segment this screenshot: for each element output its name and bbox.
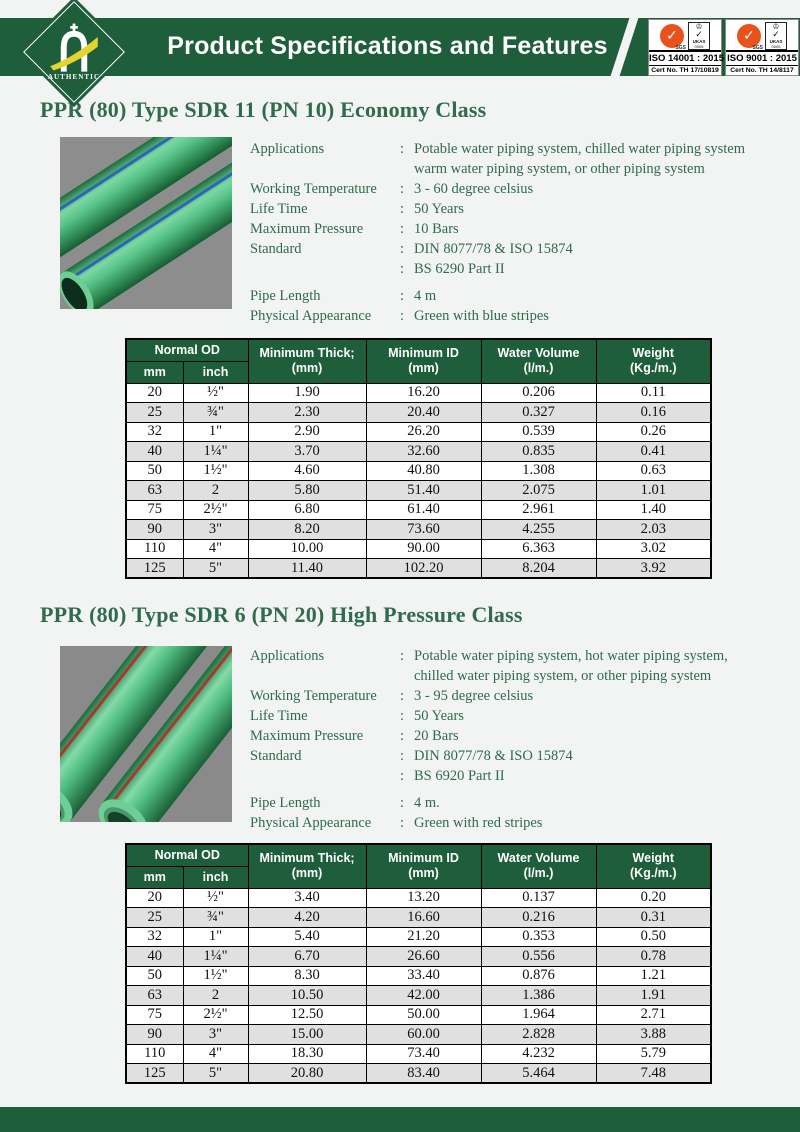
table-cell: 21.20 (366, 927, 481, 947)
spec-value: 50 Years (414, 201, 464, 217)
badge-logos (649, 20, 721, 50)
table-row (126, 1005, 711, 1025)
table-cell: 2½" (183, 1005, 248, 1025)
column-header (596, 844, 711, 888)
table-cell: 1½" (183, 966, 248, 986)
iso-cert-title: ISO 9001 : 2015 (726, 50, 798, 65)
spec-row (250, 219, 798, 239)
spec-label (250, 159, 400, 179)
spec-row (250, 646, 798, 666)
spec-value: 4 m (414, 288, 437, 304)
table-cell: 2 (183, 481, 248, 501)
spec-label: Applications (250, 141, 325, 157)
table-cell: 1.91 (596, 986, 711, 1006)
spec-table (125, 338, 712, 579)
table-cell: ¾" (183, 403, 248, 423)
table-cell: 3.02 (596, 539, 711, 559)
header-line2: (mm) (408, 361, 439, 376)
table-cell: ½" (183, 383, 248, 403)
table-cell: 32 (126, 927, 183, 947)
table-cell: 26.20 (366, 422, 481, 442)
table-cell: 20.40 (366, 403, 481, 423)
ukas-number: 0005 (771, 43, 781, 49)
table-cell: 1.90 (248, 383, 366, 403)
spec-label: Standard (250, 241, 302, 257)
header-line2: (mm) (408, 866, 439, 881)
column-subheader: inch (183, 361, 248, 383)
table-cell: 0.63 (596, 461, 711, 481)
spec-label: Pipe Length (250, 288, 321, 304)
table-cell: 2 (183, 986, 248, 1006)
table-cell: 1.386 (481, 986, 596, 1006)
ukas-crown-icon (688, 22, 710, 50)
section-title-high-pressure-class: PPR (80) Type SDR 6 (PN 20) High Pressure Class (40, 602, 523, 627)
header-line1: Weight (632, 346, 674, 361)
ukas-label: UKAS (769, 39, 783, 45)
table-cell: 40 (126, 442, 183, 462)
spec-table-high-pressure (125, 843, 710, 1084)
spec-separator: : (400, 748, 405, 764)
table-cell: 2½" (183, 500, 248, 520)
spec-separator: : (400, 201, 405, 217)
table-cell: 0.327 (481, 403, 596, 423)
table-cell: 0.206 (481, 383, 596, 403)
table-cell: 3.40 (248, 888, 366, 908)
table-cell: 32 (126, 422, 183, 442)
table-cell: 90 (126, 520, 183, 540)
table-cell: 75 (126, 1005, 183, 1025)
table-cell: 5" (183, 559, 248, 579)
table-cell: 4.60 (248, 461, 366, 481)
spec-label: Pipe Length (250, 795, 321, 811)
table-cell: 2.828 (481, 1025, 596, 1045)
table-cell: 0.876 (481, 966, 596, 986)
table-cell: 50 (126, 966, 183, 986)
header-line2: (mm) (291, 866, 323, 881)
table-cell: 125 (126, 559, 183, 579)
table-cell: 6.70 (248, 947, 366, 967)
check-icon: ✓ (695, 30, 703, 41)
header-line1: Minimum Thick; (259, 851, 355, 866)
table-cell: 61.40 (366, 500, 481, 520)
table-row (126, 422, 711, 442)
table-row (126, 383, 711, 403)
table-cell: 16.60 (366, 908, 481, 928)
table-cell: 6.80 (248, 500, 366, 520)
spec-label: Maximum Pressure (250, 728, 364, 744)
authentic-arch-icon (47, 23, 101, 77)
table-cell: 0.16 (596, 403, 711, 423)
table-row (126, 481, 711, 501)
table-cell: 5.40 (248, 927, 366, 947)
table-cell: 1¼" (183, 947, 248, 967)
table-cell: 125 (126, 1064, 183, 1084)
ukas-crown-icon (765, 22, 787, 50)
table-header-row (126, 844, 711, 866)
table-row (126, 1025, 711, 1045)
check-icon: ✓ (743, 28, 755, 44)
spec-row (250, 793, 798, 813)
table-cell: 50 (126, 461, 183, 481)
spec-value: 20 Bars (414, 728, 459, 744)
table-cell: 60.00 (366, 1025, 481, 1045)
spec-separator (400, 666, 414, 686)
table-cell: 20 (126, 383, 183, 403)
table-row (126, 1044, 711, 1064)
header-line1: Water Volume (497, 346, 580, 361)
brand-logo-inner (35, 13, 113, 91)
spec-value: Potable water piping system, hot water piping system, (414, 648, 728, 664)
table-cell: 8.20 (248, 520, 366, 540)
table-cell: 0.835 (481, 442, 596, 462)
spec-table (125, 843, 712, 1084)
table-cell: 40 (126, 947, 183, 967)
spec-separator: : (400, 288, 405, 304)
spec-row (250, 766, 798, 786)
table-cell: 8.30 (248, 966, 366, 986)
page-title: Product Specifications and Features (167, 32, 608, 60)
table-cell: 0.50 (596, 927, 711, 947)
table-cell: ½" (183, 888, 248, 908)
table-cell: 33.40 (366, 966, 481, 986)
sgs-logo-icon (660, 24, 686, 51)
spec-value: Green with blue stripes (414, 308, 549, 324)
header-line2: (Kg./m.) (630, 866, 677, 881)
table-cell: 83.40 (366, 1064, 481, 1084)
spec-separator: : (400, 815, 405, 831)
spec-row (250, 159, 798, 179)
spec-separator: : (400, 141, 405, 157)
footer-bar (0, 1107, 800, 1132)
spec-value: BS 6920 Part II (414, 768, 505, 784)
iso-cert-number: Cert No. TH 14/8117 (726, 65, 798, 76)
spec-row (250, 139, 798, 159)
table-cell: 13.20 (366, 888, 481, 908)
table-cell: 1.40 (596, 500, 711, 520)
header-line2: (l/m.) (523, 361, 554, 376)
table-cell: 0.353 (481, 927, 596, 947)
table-cell: 1½" (183, 461, 248, 481)
iso-cert-title: ISO 14001 : 2015 (649, 50, 721, 65)
table-row (126, 908, 711, 928)
table-row (126, 539, 711, 559)
table-cell: 0.41 (596, 442, 711, 462)
table-row (126, 461, 711, 481)
table-cell: 1.21 (596, 966, 711, 986)
spec-row (250, 746, 798, 766)
table-cell: 3.70 (248, 442, 366, 462)
spec-row (250, 813, 798, 833)
table-row (126, 520, 711, 540)
iso-cert-number: Cert No. TH 17/10819 (649, 65, 721, 76)
table-cell: 10.00 (248, 539, 366, 559)
table-row (126, 500, 711, 520)
table-cell: 2.075 (481, 481, 596, 501)
table-cell: 0.137 (481, 888, 596, 908)
pipe-photo-red-stripes (60, 646, 232, 822)
sgs-label: SGS (752, 45, 763, 51)
spec-value: 10 Bars (414, 221, 459, 237)
sgs-label: SGS (675, 45, 686, 51)
table-cell: 10.50 (248, 986, 366, 1006)
spec-value: 50 Years (414, 708, 464, 724)
table-cell: 5.80 (248, 481, 366, 501)
spec-value: warm water piping system, or other piping system (414, 161, 705, 177)
spec-row (250, 726, 798, 746)
table-cell: 2.30 (248, 403, 366, 423)
table-cell: 4.232 (481, 1044, 596, 1064)
table-cell: 0.31 (596, 908, 711, 928)
table-cell: 25 (126, 403, 183, 423)
check-icon: ✓ (666, 28, 678, 44)
table-cell: 73.40 (366, 1044, 481, 1064)
spec-value: DIN 8077/78 & ISO 15874 (414, 748, 573, 764)
spec-value: Green with red stripes (414, 815, 543, 831)
column-header-normal-od: Normal OD (126, 844, 248, 866)
header-line2: (l/m.) (523, 866, 554, 881)
table-cell: 0.556 (481, 947, 596, 967)
table-row (126, 927, 711, 947)
header-line1: Minimum ID (388, 851, 459, 866)
column-header (366, 339, 481, 383)
spec-label (250, 259, 400, 279)
table-cell: 2.71 (596, 1005, 711, 1025)
column-header (248, 844, 366, 888)
table-cell: 2.90 (248, 422, 366, 442)
ukas-number: 0005 (694, 43, 704, 49)
table-cell: 1.308 (481, 461, 596, 481)
table-row (126, 403, 711, 423)
table-cell: 18.30 (248, 1044, 366, 1064)
spec-label (250, 766, 400, 786)
badge-logos (726, 20, 798, 50)
table-cell: 20 (126, 888, 183, 908)
iso-badges (648, 19, 799, 76)
table-row (126, 947, 711, 967)
table-cell: 6.363 (481, 539, 596, 559)
spec-label: Life Time (250, 708, 308, 724)
table-cell: 11.40 (248, 559, 366, 579)
column-header (481, 844, 596, 888)
table-cell: ¾" (183, 908, 248, 928)
spec-separator: : (400, 308, 405, 324)
spec-label: Applications (250, 648, 325, 664)
table-cell: 3" (183, 1025, 248, 1045)
spec-row (250, 686, 798, 706)
table-cell: 5" (183, 1064, 248, 1084)
table-cell: 32.60 (366, 442, 481, 462)
table-cell: 12.50 (248, 1005, 366, 1025)
table-cell: 42.00 (366, 986, 481, 1006)
table-row (126, 559, 711, 579)
spec-separator: : (400, 181, 405, 197)
spec-separator: : (400, 648, 405, 664)
table-cell: 8.204 (481, 559, 596, 579)
spec-list-high-pressure (250, 646, 798, 833)
column-header-normal-od: Normal OD (126, 339, 248, 361)
table-cell: 26.60 (366, 947, 481, 967)
yellow-swoosh-icon (50, 37, 98, 70)
table-cell: 3.88 (596, 1025, 711, 1045)
spec-row (250, 239, 798, 259)
header-line1: Water Volume (497, 851, 580, 866)
header-line1: Weight (632, 851, 674, 866)
table-cell: 4" (183, 1044, 248, 1064)
table-cell: 7.48 (596, 1064, 711, 1084)
table-cell: 3.92 (596, 559, 711, 579)
table-row (126, 442, 711, 462)
table-cell: 0.26 (596, 422, 711, 442)
column-header (481, 339, 596, 383)
spec-value: chilled water piping system, or other piping system (414, 668, 712, 684)
column-header (248, 339, 366, 383)
spec-separator: : (400, 708, 405, 724)
table-cell: 1" (183, 927, 248, 947)
spec-separator: : (400, 795, 405, 811)
table-cell: 1¼" (183, 442, 248, 462)
pipe-photo-blue-stripes (60, 137, 232, 309)
spec-label: Working Temperature (250, 181, 377, 197)
ukas-label: UKAS (692, 39, 706, 45)
table-cell: 3" (183, 520, 248, 540)
spec-value: 4 m. (414, 795, 440, 811)
spec-separator: : (400, 221, 405, 237)
table-cell: 51.40 (366, 481, 481, 501)
header-line1: Minimum ID (388, 346, 459, 361)
table-cell: 4" (183, 539, 248, 559)
table-cell: 25 (126, 908, 183, 928)
brand-name: AUTHENTIC (47, 73, 101, 81)
spec-value: 3 - 60 degree celsius (414, 181, 534, 197)
table-cell: 110 (126, 1044, 183, 1064)
table-cell: 90.00 (366, 539, 481, 559)
iso-badge-14001 (648, 19, 722, 76)
table-row (126, 986, 711, 1006)
table-cell: 75 (126, 500, 183, 520)
column-subheader: mm (126, 866, 183, 888)
spec-value: 3 - 95 degree celsius (414, 688, 534, 704)
spec-label: Standard (250, 748, 302, 764)
table-cell: 1" (183, 422, 248, 442)
spec-label (250, 666, 400, 686)
table-cell: 73.60 (366, 520, 481, 540)
table-header-row (126, 339, 711, 361)
table-cell: 4.20 (248, 908, 366, 928)
section-title-economy-class: PPR (80) Type SDR 11 (PN 10) Economy Class (40, 97, 487, 122)
spec-label: Life Time (250, 201, 308, 217)
table-cell: 40.80 (366, 461, 481, 481)
table-cell: 0.11 (596, 383, 711, 403)
table-row (126, 1064, 711, 1084)
header-line2: (Kg./m.) (630, 361, 677, 376)
table-cell: 20.80 (248, 1064, 366, 1084)
check-icon: ✓ (772, 30, 780, 41)
crown-icon: ♔ (695, 22, 703, 32)
spec-value: BS 6290 Part II (414, 261, 505, 277)
spec-separator: : (400, 728, 405, 744)
spec-value: DIN 8077/78 & ISO 15874 (414, 241, 573, 257)
table-cell: 110 (126, 539, 183, 559)
iso-badge-9001 (725, 19, 799, 76)
table-row (126, 888, 711, 908)
table-cell: 102.20 (366, 559, 481, 579)
spec-separator: : (400, 241, 405, 257)
table-cell: 0.78 (596, 947, 711, 967)
spec-row (250, 286, 798, 306)
table-cell: 15.00 (248, 1025, 366, 1045)
table-cell: 2.961 (481, 500, 596, 520)
spec-row (250, 179, 798, 199)
spec-row (250, 306, 798, 326)
spec-label: Working Temperature (250, 688, 377, 704)
column-subheader: mm (126, 361, 183, 383)
header-line1: Minimum Thick; (259, 346, 355, 361)
table-cell: 5.79 (596, 1044, 711, 1064)
spec-list-economy (250, 139, 798, 326)
column-header (596, 339, 711, 383)
table-cell: 16.20 (366, 383, 481, 403)
table-cell: 5.464 (481, 1064, 596, 1084)
table-cell: 4.255 (481, 520, 596, 540)
spec-separator: : (400, 688, 405, 704)
crown-icon: ♔ (772, 22, 780, 32)
column-subheader: inch (183, 866, 248, 888)
sgs-logo-icon (737, 24, 763, 51)
table-cell: 63 (126, 986, 183, 1006)
spec-value: Potable water piping system, chilled water piping system (414, 141, 746, 157)
spec-separator: : (400, 768, 405, 784)
brand-logo (19, 0, 129, 107)
spec-row (250, 259, 798, 279)
table-cell: 1.01 (596, 481, 711, 501)
table-row (126, 966, 711, 986)
spec-label: Physical Appearance (250, 815, 372, 831)
spec-row (250, 706, 798, 726)
table-cell: 1.964 (481, 1005, 596, 1025)
spec-separator: : (400, 261, 405, 277)
table-cell: 0.539 (481, 422, 596, 442)
spec-separator (400, 159, 414, 179)
table-cell: 2.03 (596, 520, 711, 540)
table-cell: 0.216 (481, 908, 596, 928)
table-cell: 0.20 (596, 888, 711, 908)
spec-row (250, 666, 798, 686)
table-cell: 90 (126, 1025, 183, 1045)
column-header (366, 844, 481, 888)
spec-row (250, 199, 798, 219)
spec-label: Maximum Pressure (250, 221, 364, 237)
spec-table-economy (125, 338, 710, 579)
table-cell: 50.00 (366, 1005, 481, 1025)
table-cell: 63 (126, 481, 183, 501)
header-line2: (mm) (291, 361, 323, 376)
spec-label: Physical Appearance (250, 308, 372, 324)
